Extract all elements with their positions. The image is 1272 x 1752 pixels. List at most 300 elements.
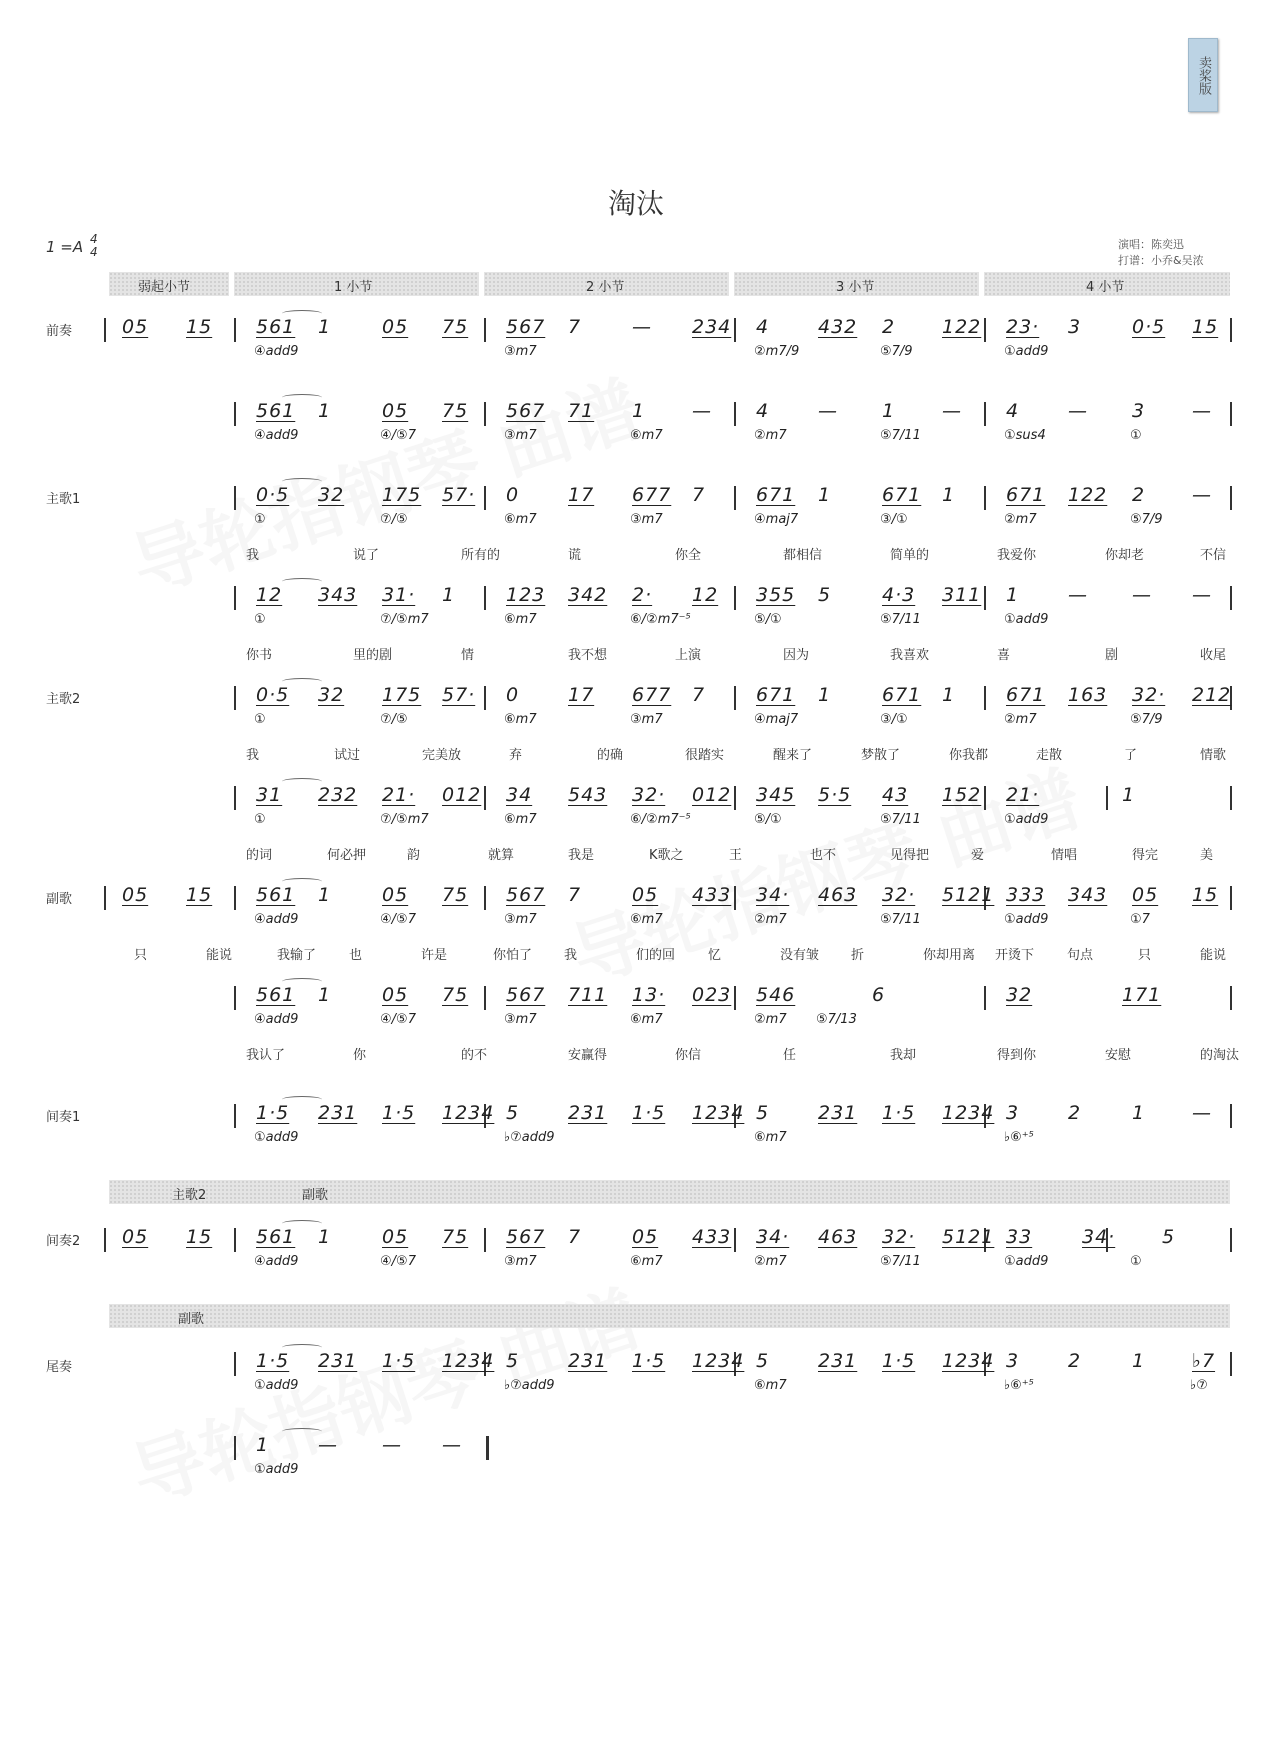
chord-symbol: ⑤7/9	[880, 344, 913, 359]
lyric-word: 得完	[1132, 848, 1159, 863]
note-group: 175	[382, 484, 422, 506]
lyric-word: 醒来了	[773, 748, 813, 763]
note-group: 4·3	[882, 584, 916, 606]
bar-line	[1230, 1352, 1232, 1376]
lyric-word: 也	[349, 948, 363, 963]
watermark	[117, 351, 652, 613]
chord-symbol: ①add9	[254, 1462, 299, 1477]
lyric-word: 我	[246, 548, 260, 563]
lyric-word: 安慰	[1105, 1048, 1132, 1063]
note-group: —	[442, 1434, 462, 1456]
lyric-word: 安赢得	[568, 1048, 608, 1063]
lyric-word: 只	[134, 948, 148, 963]
bar-line	[486, 1436, 489, 1460]
note-group: 012	[692, 784, 732, 806]
tie-mark	[282, 478, 322, 485]
section-verse1: 主歌1	[46, 492, 81, 507]
bar-line	[1230, 586, 1232, 610]
bar-line	[984, 402, 986, 426]
note-group: 1	[318, 884, 332, 906]
note-group: 75	[442, 1226, 469, 1248]
note-group: 32·	[1132, 684, 1166, 706]
tie-mark	[282, 394, 322, 401]
note-group: —	[382, 1434, 402, 1456]
lyric-word: 任	[783, 1048, 797, 1063]
note-group: 212	[1192, 684, 1232, 706]
note-group: 4	[756, 316, 770, 338]
note-group: 677	[632, 684, 672, 706]
bar-line	[1230, 318, 1232, 342]
note-group: 1	[318, 400, 332, 422]
lyric-word: 美	[1200, 848, 1214, 863]
note-group: 34	[506, 784, 533, 806]
section-verse2: 主歌2	[46, 692, 81, 707]
chord-symbol: ⑦/⑤m7	[380, 612, 429, 627]
lyric-word: 我是	[568, 848, 595, 863]
note-group: 43	[882, 784, 909, 806]
bar-line	[484, 318, 486, 342]
chord-symbol: ⑥m7	[504, 612, 537, 627]
note-group: 2	[1068, 1102, 1082, 1124]
note-group: 1	[632, 400, 646, 422]
lyric-word: 没有皱	[780, 948, 820, 963]
note-group: 671	[882, 484, 922, 506]
chord-symbol: ⑥/②m7⁻⁵	[630, 612, 691, 627]
note-group: 12	[256, 584, 283, 606]
credit-singer: 演唱：陈奕迅	[1118, 238, 1184, 251]
note-group: 21·	[1006, 784, 1040, 806]
lyric-word: 开烫下	[995, 948, 1035, 963]
bar-line	[734, 1228, 736, 1252]
lyric-word: 我认了	[246, 1048, 286, 1063]
chord-symbol: ⑥/②m7⁻⁵	[630, 812, 691, 827]
note-group: 32	[1006, 984, 1033, 1006]
note-group: 567	[506, 884, 546, 906]
lyric-word: 韵	[407, 848, 421, 863]
note-group: —	[692, 400, 712, 422]
note-group: 671	[756, 684, 796, 706]
note-group: 0·5	[1132, 316, 1166, 338]
note-group: 17	[568, 484, 595, 506]
bar-line	[984, 986, 986, 1010]
lyric-word: 收尾	[1200, 648, 1227, 663]
chord-symbol: ⑥m7	[754, 1130, 787, 1145]
bar-line	[1230, 486, 1232, 510]
note-group: 1·5	[882, 1102, 916, 1124]
note-group: 75	[442, 884, 469, 906]
note-group: 677	[632, 484, 672, 506]
time-signature: 4 4	[90, 232, 98, 259]
note-group: 175	[382, 684, 422, 706]
bar-line	[734, 886, 736, 910]
note-group: 05	[382, 984, 409, 1006]
chord-symbol: ②m7	[1004, 512, 1037, 527]
lyric-word: 我	[246, 748, 260, 763]
chord-symbol: ④add9	[254, 912, 299, 927]
chord-symbol: ⑥m7	[754, 1378, 787, 1393]
key-signature: 1 =A	[46, 238, 84, 256]
bar-line	[1230, 886, 1232, 910]
note-group: 15	[1192, 884, 1219, 906]
chord-symbol: ⑥m7	[630, 428, 663, 443]
note-group: —	[1192, 584, 1212, 606]
note-group: 05	[122, 1226, 149, 1248]
bar-line	[484, 586, 486, 610]
note-group: 1	[318, 316, 332, 338]
lyric-word: 情歌	[1200, 748, 1227, 763]
note-group: 561	[256, 884, 296, 906]
lyric-word: 因为	[783, 648, 810, 663]
note-group: —	[1192, 1102, 1212, 1124]
note-group: 433	[692, 1226, 732, 1248]
bar-line	[1230, 1228, 1232, 1252]
lyric-word: 句点	[1067, 948, 1094, 963]
tie-mark	[282, 578, 322, 585]
tie-mark	[282, 978, 322, 985]
lyric-word: 情	[461, 648, 475, 663]
lyric-word: 何必押	[327, 848, 367, 863]
chord-symbol: ①	[254, 512, 266, 527]
note-group: 0·5	[256, 484, 290, 506]
bar-line	[484, 402, 486, 426]
bar-line	[234, 886, 236, 910]
bar-line	[1106, 786, 1108, 810]
chord-symbol: ③m7	[504, 1012, 537, 1027]
note-group: 7	[568, 316, 582, 338]
note-group: 34·	[756, 884, 790, 906]
bar-line	[234, 318, 236, 342]
lyric-word: 的词	[246, 848, 273, 863]
chord-symbol: ①	[254, 712, 266, 727]
note-group: 3	[1132, 400, 1146, 422]
note-group: 5	[1162, 1226, 1176, 1248]
lyric-word: 得到你	[997, 1048, 1037, 1063]
note-group: 17	[568, 684, 595, 706]
note-group: 711	[568, 984, 608, 1006]
note-group: 1·5	[632, 1102, 666, 1124]
chord-symbol: ①	[254, 812, 266, 827]
bar-line	[984, 686, 986, 710]
note-group: 1·5	[632, 1350, 666, 1372]
note-group: 0	[506, 484, 520, 506]
note-group: 05	[1132, 884, 1159, 906]
lyric-word: 说了	[353, 548, 380, 563]
note-group: 1	[318, 1226, 332, 1248]
note-group: 231	[318, 1350, 358, 1372]
lyric-word: 弃	[509, 748, 523, 763]
note-group: —	[632, 316, 652, 338]
note-group: 1	[318, 984, 332, 1006]
lyric-word: 里的剧	[353, 648, 393, 663]
note-group: —	[942, 400, 962, 422]
lyric-word: 剧	[1105, 648, 1119, 663]
note-group: 5	[506, 1350, 520, 1372]
note-group: 2	[1068, 1350, 1082, 1372]
lyric-word: 简单的	[890, 548, 930, 563]
bar-line	[484, 486, 486, 510]
note-group: 2	[882, 316, 896, 338]
note-group: 7	[568, 884, 582, 906]
note-group: —	[1068, 400, 1088, 422]
lyric-word: 我	[564, 948, 578, 963]
note-group: —	[818, 400, 838, 422]
section-intro: 前奏	[46, 324, 73, 339]
lyric-word: 完美放	[422, 748, 462, 763]
chord-symbol: ①add9	[254, 1378, 299, 1393]
bar-line	[734, 402, 736, 426]
chord-symbol: ⑦/⑤	[380, 512, 408, 527]
note-group: 2·	[632, 584, 653, 606]
note-group: 0·5	[256, 684, 290, 706]
lyric-word: 折	[851, 948, 865, 963]
note-group: 152	[942, 784, 982, 806]
chord-symbol: ①	[1130, 428, 1142, 443]
note-group: 311	[942, 584, 982, 606]
note-group: 23·	[1006, 316, 1040, 338]
note-group: 1	[256, 1434, 270, 1456]
note-group: 21·	[382, 784, 416, 806]
note-group: 33	[1006, 1226, 1033, 1248]
lyric-word: 了	[1124, 748, 1138, 763]
note-group: 0	[506, 684, 520, 706]
note-group: 561	[256, 1226, 296, 1248]
chord-symbol: ④/⑤7	[380, 1012, 416, 1027]
chord-symbol: ♭⑦add9	[504, 1378, 555, 1393]
lyric-word: 我却	[890, 1048, 917, 1063]
note-group: 561	[256, 400, 296, 422]
tie-mark	[282, 310, 322, 317]
chord-symbol: ④/⑤7	[380, 428, 416, 443]
note-group: 57·	[442, 684, 476, 706]
note-group: 5121	[942, 1226, 995, 1248]
chord-symbol: ④maj7	[754, 512, 799, 527]
note-group: 567	[506, 316, 546, 338]
note-group: 342	[568, 584, 608, 606]
note-group: 1234	[942, 1350, 995, 1372]
note-group: 231	[818, 1350, 858, 1372]
bar-line	[484, 786, 486, 810]
lyric-word: 谎	[568, 548, 582, 563]
note-group: 2	[1132, 484, 1146, 506]
note-group: 31·	[382, 584, 416, 606]
tie-mark	[282, 1344, 322, 1351]
note-group: 1·5	[382, 1350, 416, 1372]
chord-symbol: ①add9	[1004, 1254, 1049, 1269]
lyric-word: 我爱你	[997, 548, 1037, 563]
note-group: 231	[568, 1102, 608, 1124]
chord-symbol: ①add9	[1004, 912, 1049, 927]
chord-symbol: ⑤/①	[754, 812, 782, 827]
bar-line	[984, 586, 986, 610]
note-group: 433	[692, 884, 732, 906]
bar-line	[234, 1352, 236, 1376]
note-group: 432	[818, 316, 858, 338]
note-group: 05	[632, 1226, 659, 1248]
chord-symbol: ⑤7/11	[880, 912, 921, 927]
note-group: 171	[1122, 984, 1162, 1006]
note-group: —	[1132, 584, 1152, 606]
bar-line	[984, 318, 986, 342]
note-group: 1	[1132, 1102, 1146, 1124]
note-group: 7	[568, 1226, 582, 1248]
note-group: 12	[692, 584, 719, 606]
note-group: 232	[318, 784, 358, 806]
chord-symbol: ①add9	[1004, 344, 1049, 359]
bar-line	[484, 986, 486, 1010]
chord-symbol: ④add9	[254, 344, 299, 359]
lyric-word: 能说	[1200, 948, 1227, 963]
note-group: 1234	[942, 1102, 995, 1124]
section-interlude2: 间奏2	[46, 1234, 81, 1249]
note-group: 1	[942, 684, 956, 706]
note-group: 5121	[942, 884, 995, 906]
note-group: 231	[568, 1350, 608, 1372]
lyric-word: 梦散了	[861, 748, 901, 763]
chord-symbol: ④/⑤7	[380, 1254, 416, 1269]
note-group: 15	[1192, 316, 1219, 338]
lyric-word: 也不	[810, 848, 837, 863]
note-group: 567	[506, 400, 546, 422]
note-group: 123	[506, 584, 546, 606]
lyric-word: 都相信	[783, 548, 823, 563]
note-group: 5·5	[818, 784, 852, 806]
watermark	[557, 741, 1092, 1003]
note-group: 5	[756, 1350, 770, 1372]
note-group: 3	[1006, 1350, 1020, 1372]
bar-line	[984, 786, 986, 810]
chord-symbol: ⑤/①	[754, 612, 782, 627]
lyric-word: 爱	[971, 848, 985, 863]
chord-symbol: ③m7	[504, 912, 537, 927]
note-group: 57·	[442, 484, 476, 506]
note-group: 1	[1122, 784, 1136, 806]
bar-line	[484, 686, 486, 710]
tie-mark	[282, 1428, 322, 1435]
note-group: 05	[382, 400, 409, 422]
note-group: 561	[256, 316, 296, 338]
note-group: 1·5	[882, 1350, 916, 1372]
lyric-word: 走散	[1036, 748, 1063, 763]
bar-line	[234, 1228, 236, 1252]
chord-symbol: ②m7	[754, 1012, 787, 1027]
lyric-word: 你却老	[1105, 548, 1145, 563]
chord-symbol: ⑥m7	[504, 512, 537, 527]
section-chorus: 副歌	[46, 892, 73, 907]
bar-line	[1230, 402, 1232, 426]
note-group: 31	[256, 784, 283, 806]
tie-mark	[282, 1096, 322, 1103]
note-group: 1	[942, 484, 956, 506]
bar-line	[734, 786, 736, 810]
note-group: 012	[442, 784, 482, 806]
chord-symbol: ③m7	[504, 344, 537, 359]
note-group: 355	[756, 584, 796, 606]
note-group: 05	[122, 884, 149, 906]
bar-line	[484, 886, 486, 910]
chord-symbol: ⑤7/13	[816, 1012, 857, 1027]
note-group: 7	[692, 484, 706, 506]
note-group: 05	[382, 884, 409, 906]
bar-line	[234, 1436, 236, 1460]
chord-symbol: ⑤7/9	[1130, 512, 1163, 527]
lyric-word: 喜	[997, 648, 1011, 663]
chord-symbol: ⑤7/11	[880, 1254, 921, 1269]
note-group: 15	[186, 1226, 213, 1248]
chord-symbol: ①sus4	[1004, 428, 1046, 443]
tie-mark	[282, 1220, 322, 1227]
bar-line	[234, 986, 236, 1010]
section-interlude1: 间奏1	[46, 1110, 81, 1125]
bar-line	[984, 486, 986, 510]
note-group: 4	[756, 400, 770, 422]
bar-line	[484, 1228, 486, 1252]
bar-line	[234, 402, 236, 426]
lyric-word: 能说	[206, 948, 233, 963]
note-group: 1234	[442, 1350, 495, 1372]
bar-line	[734, 586, 736, 610]
note-group: 1234	[442, 1102, 495, 1124]
bar-line	[1230, 1104, 1232, 1128]
note-group: 1·5	[256, 1102, 290, 1124]
version-tag: 卖桨版	[1188, 38, 1218, 112]
note-group: 671	[1006, 684, 1046, 706]
note-group: 5	[506, 1102, 520, 1124]
bar-line	[104, 318, 106, 342]
note-group: —	[1068, 584, 1088, 606]
chord-symbol: ①	[254, 612, 266, 627]
note-group: 05	[122, 316, 149, 338]
note-group: 75	[442, 316, 469, 338]
note-group: 671	[756, 484, 796, 506]
note-group: 1·5	[382, 1102, 416, 1124]
bar-line	[734, 486, 736, 510]
bar-line	[234, 686, 236, 710]
bar-line	[734, 686, 736, 710]
note-group: 1	[818, 484, 832, 506]
note-group: 546	[756, 984, 796, 1006]
lyric-word: 的淘汰	[1200, 1048, 1240, 1063]
note-group: —	[1192, 484, 1212, 506]
lyric-word: 王	[729, 848, 743, 863]
lyric-word: 你怕了	[493, 948, 533, 963]
lyric-word: 我喜欢	[890, 648, 930, 663]
chord-symbol: ⑤7/11	[880, 428, 921, 443]
chord-symbol: ②m7	[754, 912, 787, 927]
note-group: 71	[568, 400, 595, 422]
note-group: 1	[1006, 584, 1020, 606]
chord-symbol: ⑤7/9	[1130, 712, 1163, 727]
bar-line	[234, 486, 236, 510]
note-group: 1	[1132, 1350, 1146, 1372]
lyric-word: 你我都	[949, 748, 989, 763]
note-group: 463	[818, 884, 858, 906]
lyric-word: 试过	[334, 748, 361, 763]
note-group: 34·	[1082, 1226, 1116, 1248]
lyric-word: 很踏实	[685, 748, 725, 763]
chord-symbol: ①	[1130, 1254, 1142, 1269]
chord-symbol: ⑤7/11	[880, 612, 921, 627]
note-group: 1	[882, 400, 896, 422]
chord-symbol: ⑦/⑤m7	[380, 812, 429, 827]
lyric-word: 的不	[461, 1048, 488, 1063]
lyric-word: 上演	[675, 648, 702, 663]
chord-symbol: ③/①	[880, 712, 908, 727]
tie-mark	[282, 878, 322, 885]
chord-symbol: ④/⑤7	[380, 912, 416, 927]
lyric-word: 你	[353, 1048, 367, 1063]
note-group: 1	[442, 584, 456, 606]
chord-symbol: ②m7	[754, 1254, 787, 1269]
